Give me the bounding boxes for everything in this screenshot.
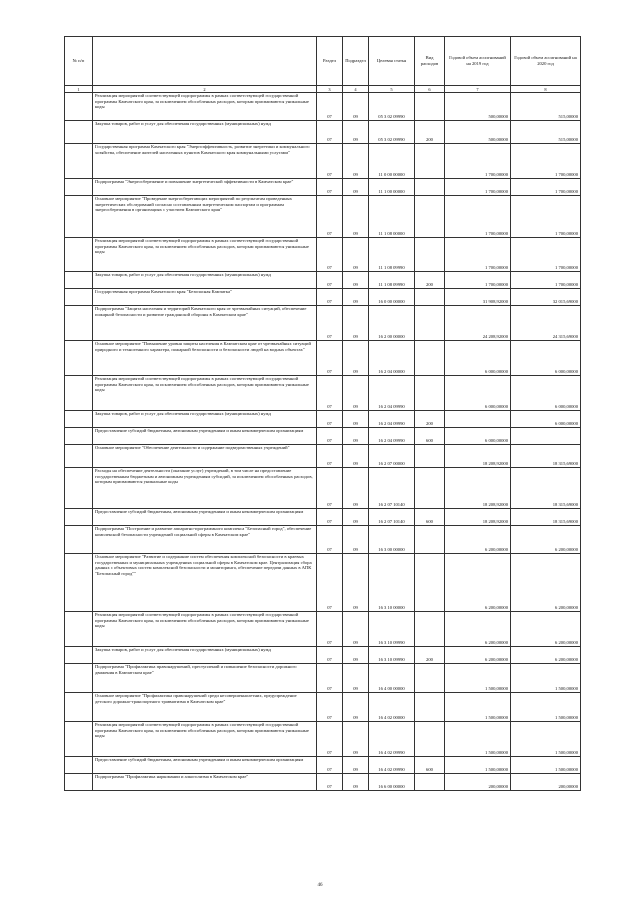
document-page <box>64 36 580 791</box>
row-amount-2019-cell: 1 700,00000 <box>445 144 511 179</box>
row-expense-cell <box>415 722 445 757</box>
row-number-cell <box>65 272 93 289</box>
row-expense-cell <box>415 468 445 509</box>
row-amount-2020-cell: 1 700,00000 <box>511 272 581 289</box>
row-amount-2019-cell: 6 200,00000 <box>445 612 511 647</box>
row-amount-2020-cell: 24 315,69000 <box>511 306 581 341</box>
table-row <box>65 509 581 526</box>
row-number-cell <box>65 509 93 526</box>
row-amount-2019-cell: 1 700,00000 <box>445 272 511 289</box>
row-expense-cell <box>415 445 445 468</box>
row-amount-2019-cell <box>445 411 511 428</box>
row-expense-cell <box>415 612 445 647</box>
row-number-cell <box>65 411 93 428</box>
table-header-row <box>65 37 581 86</box>
row-name-cell: Реализация мероприятий соответствующей подпрограммы в рамках соответствующей государственной программы Камчатского края, за исключением обособленных расходов, которым присваиваются уникальные коды <box>93 612 317 647</box>
row-amount-2020-cell: 32 015,69000 <box>511 289 581 306</box>
row-name-cell: Подпрограмма "Профилактика правонарушений, преступлений и повышение безопасности дорожного движения в Камчатском крае" <box>93 664 317 693</box>
table-row <box>65 272 581 289</box>
row-name-cell: Основное мероприятие "Проведение энергосберегающих мероприятий по результатам проведенных энергетических обследований согласно составленным энергетическим паспортам и программам энергосбережения в организациях с участием Камчатского края" <box>93 196 317 238</box>
row-name-cell: Основное мероприятие "Обеспечение деятельности и содержание подведомственных учреждений" <box>93 445 317 468</box>
row-amount-2019-cell: 18 208,92000 <box>445 468 511 509</box>
row-section-cell: 07 <box>317 93 343 121</box>
row-amount-2020-cell: 18 315,69000 <box>511 509 581 526</box>
row-amount-2020-cell: 1 500,00000 <box>511 722 581 757</box>
row-section-cell: 07 <box>317 179 343 196</box>
row-subsection-cell: 09 <box>343 428 369 445</box>
row-section-cell: 07 <box>317 612 343 647</box>
row-section-cell: 07 <box>317 757 343 774</box>
row-expense-cell: 200 <box>415 121 445 144</box>
row-expense-cell <box>415 306 445 341</box>
row-section-cell: 07 <box>317 341 343 376</box>
row-expense-cell <box>415 93 445 121</box>
row-amount-2020-cell: 18 315,69000 <box>511 445 581 468</box>
row-number-cell <box>65 428 93 445</box>
row-number-cell <box>65 341 93 376</box>
row-number-cell <box>65 693 93 722</box>
row-expense-cell <box>415 774 445 791</box>
row-subsection-cell: 09 <box>343 693 369 722</box>
row-target-cell: 16 3 10 09990 <box>369 612 415 647</box>
row-expense-cell: 200 <box>415 411 445 428</box>
header-amount-2020: Годовой объем ассигнований на 2020 год <box>511 37 581 86</box>
table-row <box>65 144 581 179</box>
row-number-cell <box>65 774 93 791</box>
row-number-cell <box>65 526 93 554</box>
row-number-cell <box>65 289 93 306</box>
row-target-cell: 05 3 02 09990 <box>369 121 415 144</box>
row-number-cell <box>65 179 93 196</box>
row-target-cell: 16 2 07 10140 <box>369 468 415 509</box>
row-name-cell: Закупка товаров, работ и услуг для обеспечения государственных (муниципальных) нужд <box>93 272 317 289</box>
row-amount-2019-cell: 6 000,00000 <box>445 428 511 445</box>
row-target-cell: 16 4 00 00000 <box>369 664 415 693</box>
row-subsection-cell: 09 <box>343 468 369 509</box>
row-amount-2020-cell <box>511 428 581 445</box>
row-amount-2019-cell: 500,00000 <box>445 93 511 121</box>
row-target-cell: 16 3 10 09990 <box>369 647 415 664</box>
row-amount-2020-cell: 1 700,00000 <box>511 238 581 272</box>
row-section-cell: 07 <box>317 468 343 509</box>
table-row <box>65 341 581 376</box>
row-name-cell: Реализация мероприятий соответствующей подпрограммы в рамках соответствующей государственной программы Камчатского края, за исключением обособленных расходов, которым присваиваются уникальные коды <box>93 93 317 121</box>
row-name-cell: Предоставление субсидий бюджетным, автономным учреждениям и иным некоммерческим организациям <box>93 509 317 526</box>
row-amount-2020-cell: 6 200,00000 <box>511 647 581 664</box>
index-cell: 7 <box>445 86 511 93</box>
table-row <box>65 664 581 693</box>
row-target-cell: 16 2 07 10140 <box>369 509 415 526</box>
row-section-cell: 07 <box>317 238 343 272</box>
index-cell: 6 <box>415 86 445 93</box>
table-row <box>65 179 581 196</box>
row-expense-cell: 200 <box>415 647 445 664</box>
index-cell: 1 <box>65 86 93 93</box>
row-amount-2020-cell: 6 200,00000 <box>511 612 581 647</box>
table-row <box>65 121 581 144</box>
row-amount-2020-cell: 18 315,69000 <box>511 468 581 509</box>
row-amount-2019-cell: 1 700,00000 <box>445 196 511 238</box>
table-row <box>65 647 581 664</box>
row-section-cell: 07 <box>317 411 343 428</box>
row-amount-2019-cell: 6 000,00000 <box>445 341 511 376</box>
row-target-cell: 16 2 04 09990 <box>369 411 415 428</box>
row-number-cell <box>65 468 93 509</box>
row-name-cell: Основное мероприятие "Повышение уровня защиты населения в Камчатском крае от чрезвычайных ситуаций природного и техногенного характера, пожарной безопасности и безопасности людей на водных объектах" <box>93 341 317 376</box>
row-amount-2019-cell: 1 500,00000 <box>445 722 511 757</box>
row-subsection-cell: 09 <box>343 612 369 647</box>
row-expense-cell: 200 <box>415 272 445 289</box>
table-row <box>65 428 581 445</box>
table-row <box>65 289 581 306</box>
row-subsection-cell: 09 <box>343 179 369 196</box>
header-amount-2019: Годовой объем ассигнований на 2019 год <box>445 37 511 86</box>
table-row <box>65 238 581 272</box>
row-target-cell: 11 1 08 00000 <box>369 196 415 238</box>
index-cell: 4 <box>343 86 369 93</box>
row-subsection-cell: 09 <box>343 121 369 144</box>
header-number: № п/п <box>65 37 93 86</box>
row-number-cell <box>65 647 93 664</box>
row-name-cell: Подпрограмма "Энергосбережение и повышение энергетической эффективности в Камчатском крае" <box>93 179 317 196</box>
row-section-cell: 07 <box>317 693 343 722</box>
row-amount-2019-cell: 6 200,00000 <box>445 526 511 554</box>
header-subsection: Подраздел <box>343 37 369 86</box>
row-section-cell: 07 <box>317 526 343 554</box>
row-subsection-cell: 09 <box>343 341 369 376</box>
table-row <box>65 306 581 341</box>
row-section-cell: 07 <box>317 144 343 179</box>
row-expense-cell <box>415 144 445 179</box>
header-name <box>93 37 317 86</box>
row-section-cell: 07 <box>317 664 343 693</box>
row-amount-2019-cell: 18 208,92000 <box>445 509 511 526</box>
row-section-cell: 07 <box>317 306 343 341</box>
row-subsection-cell: 09 <box>343 757 369 774</box>
row-target-cell: 11 1 00 00000 <box>369 179 415 196</box>
row-expense-cell <box>415 238 445 272</box>
row-expense-cell <box>415 554 445 612</box>
row-expense-cell <box>415 526 445 554</box>
row-subsection-cell: 09 <box>343 445 369 468</box>
row-number-cell <box>65 612 93 647</box>
row-section-cell: 07 <box>317 554 343 612</box>
row-amount-2019-cell: 1 500,00000 <box>445 693 511 722</box>
row-subsection-cell: 09 <box>343 196 369 238</box>
table-row <box>65 196 581 238</box>
row-section-cell: 07 <box>317 289 343 306</box>
row-subsection-cell: 09 <box>343 647 369 664</box>
page-number: 46 <box>317 883 323 888</box>
row-number-cell <box>65 664 93 693</box>
row-target-cell: 16 2 04 09990 <box>369 428 415 445</box>
row-target-cell: 11 1 08 09990 <box>369 272 415 289</box>
row-target-cell: 16 3 10 00000 <box>369 554 415 612</box>
row-target-cell: 16 4 02 00000 <box>369 693 415 722</box>
row-number-cell <box>65 93 93 121</box>
table-row <box>65 722 581 757</box>
row-number-cell <box>65 121 93 144</box>
row-name-cell: Закупка товаров, работ и услуг для обеспечения государственных (муниципальных) нужд <box>93 647 317 664</box>
row-number-cell <box>65 196 93 238</box>
row-expense-cell <box>415 664 445 693</box>
row-target-cell: 16 3 00 00000 <box>369 526 415 554</box>
row-target-cell: 16 2 04 00000 <box>369 341 415 376</box>
row-name-cell: Основное мероприятие "Профилактика правонарушений среди несовершеннолетних, предупреждение детского дорожно-транспортного травматизма в Камчатском крае" <box>93 693 317 722</box>
row-subsection-cell: 09 <box>343 238 369 272</box>
header-target-article: Целевая статья <box>369 37 415 86</box>
row-name-cell: Предоставление субсидий бюджетным, автономным учреждениям и иным некоммерческим организациям <box>93 757 317 774</box>
row-name-cell: Закупка товаров, работ и услуг для обеспечения государственных (муниципальных) нужд <box>93 121 317 144</box>
row-name-cell: Реализация мероприятий соответствующей подпрограммы в рамках соответствующей государственной программы Камчатского края, за исключением обособленных расходов, которым присваиваются уникальные коды <box>93 376 317 411</box>
row-target-cell: 16 2 07 00000 <box>369 445 415 468</box>
row-section-cell: 07 <box>317 376 343 411</box>
row-amount-2020-cell: 1 700,00000 <box>511 144 581 179</box>
row-amount-2020-cell: 6 000,00000 <box>511 341 581 376</box>
row-amount-2019-cell: 1 500,00000 <box>445 757 511 774</box>
table-row <box>65 757 581 774</box>
table-row <box>65 93 581 121</box>
row-target-cell: 05 3 02 09990 <box>369 93 415 121</box>
row-name-cell: Подпрограмма "Построение и развитие аппаратно-программного комплекса "Безопасный город", обеспечение комплексной безопасности учреждений социальной сферы в Камчатском крае" <box>93 526 317 554</box>
table-row <box>65 612 581 647</box>
budget-table <box>64 36 581 791</box>
row-subsection-cell: 09 <box>343 289 369 306</box>
row-name-cell: Реализация мероприятий соответствующей подпрограммы в рамках соответствующей государственной программы Камчатского края, за исключением обособленных расходов, которым присваиваются уникальные коды <box>93 238 317 272</box>
row-name-cell: Предоставление субсидий бюджетным, автономным учреждениям и иным некоммерческим организациям <box>93 428 317 445</box>
row-number-cell <box>65 376 93 411</box>
index-cell: 3 <box>317 86 343 93</box>
row-expense-cell <box>415 341 445 376</box>
row-number-cell <box>65 445 93 468</box>
index-cell: 8 <box>511 86 581 93</box>
row-name-cell: Подпрограмма "Защита населения и территорий Камчатского края от чрезвычайных ситуаций, обеспечение пожарной безопасности и развитие гражданской обороны в Камчатском крае" <box>93 306 317 341</box>
row-subsection-cell: 09 <box>343 306 369 341</box>
row-amount-2020-cell: 6 000,00000 <box>511 376 581 411</box>
row-subsection-cell: 09 <box>343 722 369 757</box>
table-row <box>65 554 581 612</box>
row-target-cell: 16 0 00 00000 <box>369 289 415 306</box>
row-number-cell <box>65 238 93 272</box>
table-row <box>65 411 581 428</box>
row-section-cell: 07 <box>317 509 343 526</box>
row-amount-2019-cell: 24 208,92000 <box>445 306 511 341</box>
table-row <box>65 526 581 554</box>
row-section-cell: 07 <box>317 647 343 664</box>
row-section-cell: 07 <box>317 445 343 468</box>
row-number-cell <box>65 306 93 341</box>
row-subsection-cell: 09 <box>343 554 369 612</box>
row-amount-2019-cell: 500,00000 <box>445 121 511 144</box>
row-amount-2020-cell: 1 500,00000 <box>511 693 581 722</box>
row-name-cell: Подпрограмма "Профилактика наркомании и алкоголизма в Камчатском крае" <box>93 774 317 791</box>
row-amount-2020-cell: 1 700,00000 <box>511 179 581 196</box>
row-subsection-cell: 09 <box>343 526 369 554</box>
row-subsection-cell: 09 <box>343 272 369 289</box>
row-amount-2019-cell: 6 000,00000 <box>445 376 511 411</box>
row-expense-cell: 600 <box>415 428 445 445</box>
row-amount-2019-cell: 1 500,00000 <box>445 664 511 693</box>
row-number-cell <box>65 722 93 757</box>
row-amount-2020-cell: 6 200,00000 <box>511 554 581 612</box>
row-expense-cell <box>415 196 445 238</box>
header-section: Раздел <box>317 37 343 86</box>
row-subsection-cell: 09 <box>343 509 369 526</box>
row-amount-2019-cell: 1 700,00000 <box>445 238 511 272</box>
row-amount-2020-cell: 6 000,00000 <box>511 411 581 428</box>
row-amount-2020-cell: 200,00000 <box>511 774 581 791</box>
row-amount-2019-cell: 6 200,00000 <box>445 647 511 664</box>
row-amount-2019-cell: 6 200,00000 <box>445 554 511 612</box>
table-body <box>65 86 581 791</box>
table-row <box>65 774 581 791</box>
row-subsection-cell: 09 <box>343 411 369 428</box>
row-subsection-cell: 09 <box>343 774 369 791</box>
row-section-cell: 07 <box>317 722 343 757</box>
row-target-cell: 16 2 04 09990 <box>369 376 415 411</box>
row-target-cell: 16 4 02 09990 <box>369 722 415 757</box>
row-target-cell: 11 1 08 09990 <box>369 238 415 272</box>
row-amount-2019-cell: 31 908,92000 <box>445 289 511 306</box>
row-subsection-cell: 09 <box>343 93 369 121</box>
row-section-cell: 07 <box>317 196 343 238</box>
header-expense-type: Вид расходов <box>415 37 445 86</box>
row-number-cell <box>65 757 93 774</box>
row-target-cell: 11 0 00 00000 <box>369 144 415 179</box>
row-amount-2019-cell: 18 208,92000 <box>445 445 511 468</box>
row-section-cell: 07 <box>317 774 343 791</box>
row-number-cell <box>65 554 93 612</box>
row-expense-cell: 600 <box>415 509 445 526</box>
row-name-cell: Расходы на обеспечение деятельности (оказание услуг) учреждений, в том числе на предоставление государственным бюджетным и автономным учреждениям субсидий, за исключением обособленных расходов, которым присваиваются уникальные коды <box>93 468 317 509</box>
row-number-cell <box>65 144 93 179</box>
index-cell: 5 <box>369 86 415 93</box>
row-expense-cell <box>415 179 445 196</box>
row-amount-2020-cell: 515,00000 <box>511 121 581 144</box>
index-cell: 2 <box>93 86 317 93</box>
row-amount-2020-cell: 1 700,00000 <box>511 196 581 238</box>
row-name-cell: Реализация мероприятий соответствующей подпрограммы в рамках соответствующей государственной программы Камчатского края, за исключением обособленных расходов, которым присваиваются уникальные коды <box>93 722 317 757</box>
row-section-cell: 07 <box>317 428 343 445</box>
row-subsection-cell: 09 <box>343 144 369 179</box>
column-index-row <box>65 86 581 93</box>
row-amount-2019-cell: 200,00000 <box>445 774 511 791</box>
row-target-cell: 16 2 00 00000 <box>369 306 415 341</box>
row-name-cell: Закупка товаров, работ и услуг для обеспечения государственных (муниципальных) нужд <box>93 411 317 428</box>
row-subsection-cell: 09 <box>343 664 369 693</box>
row-amount-2020-cell: 1 500,00000 <box>511 664 581 693</box>
row-expense-cell <box>415 376 445 411</box>
row-target-cell: 16 6 00 00000 <box>369 774 415 791</box>
row-name-cell: Государственная программа Камчатского края "Энергоэффективность, развитие энергетики и коммунального хозяйства, обеспечение жителей населенных пунктов Камчатского края коммунальными услугами" <box>93 144 317 179</box>
row-expense-cell <box>415 693 445 722</box>
row-amount-2019-cell: 1 700,00000 <box>445 179 511 196</box>
row-name-cell: Основное мероприятие "Развитие и содержание систем обеспечения комплексной безопасности в краевых государственных и муниципальных учреждениях социальной сферы в Камчатском крае. Централизация сбора данных с объектовых систем комплексной безопасности и мониторинга, обеспечение передачи данных в АПК "Безопасный город"" <box>93 554 317 612</box>
table-row <box>65 376 581 411</box>
row-section-cell: 07 <box>317 272 343 289</box>
row-target-cell: 16 4 02 09990 <box>369 757 415 774</box>
row-amount-2020-cell: 6 200,00000 <box>511 526 581 554</box>
row-subsection-cell: 09 <box>343 376 369 411</box>
row-amount-2020-cell: 515,00000 <box>511 93 581 121</box>
table-row <box>65 468 581 509</box>
table-row <box>65 693 581 722</box>
row-expense-cell: 600 <box>415 757 445 774</box>
table-row <box>65 445 581 468</box>
row-name-cell: Государственная программа Камчатского края "Безопасная Камчатка" <box>93 289 317 306</box>
row-section-cell: 07 <box>317 121 343 144</box>
row-expense-cell <box>415 289 445 306</box>
row-amount-2020-cell: 1 500,00000 <box>511 757 581 774</box>
